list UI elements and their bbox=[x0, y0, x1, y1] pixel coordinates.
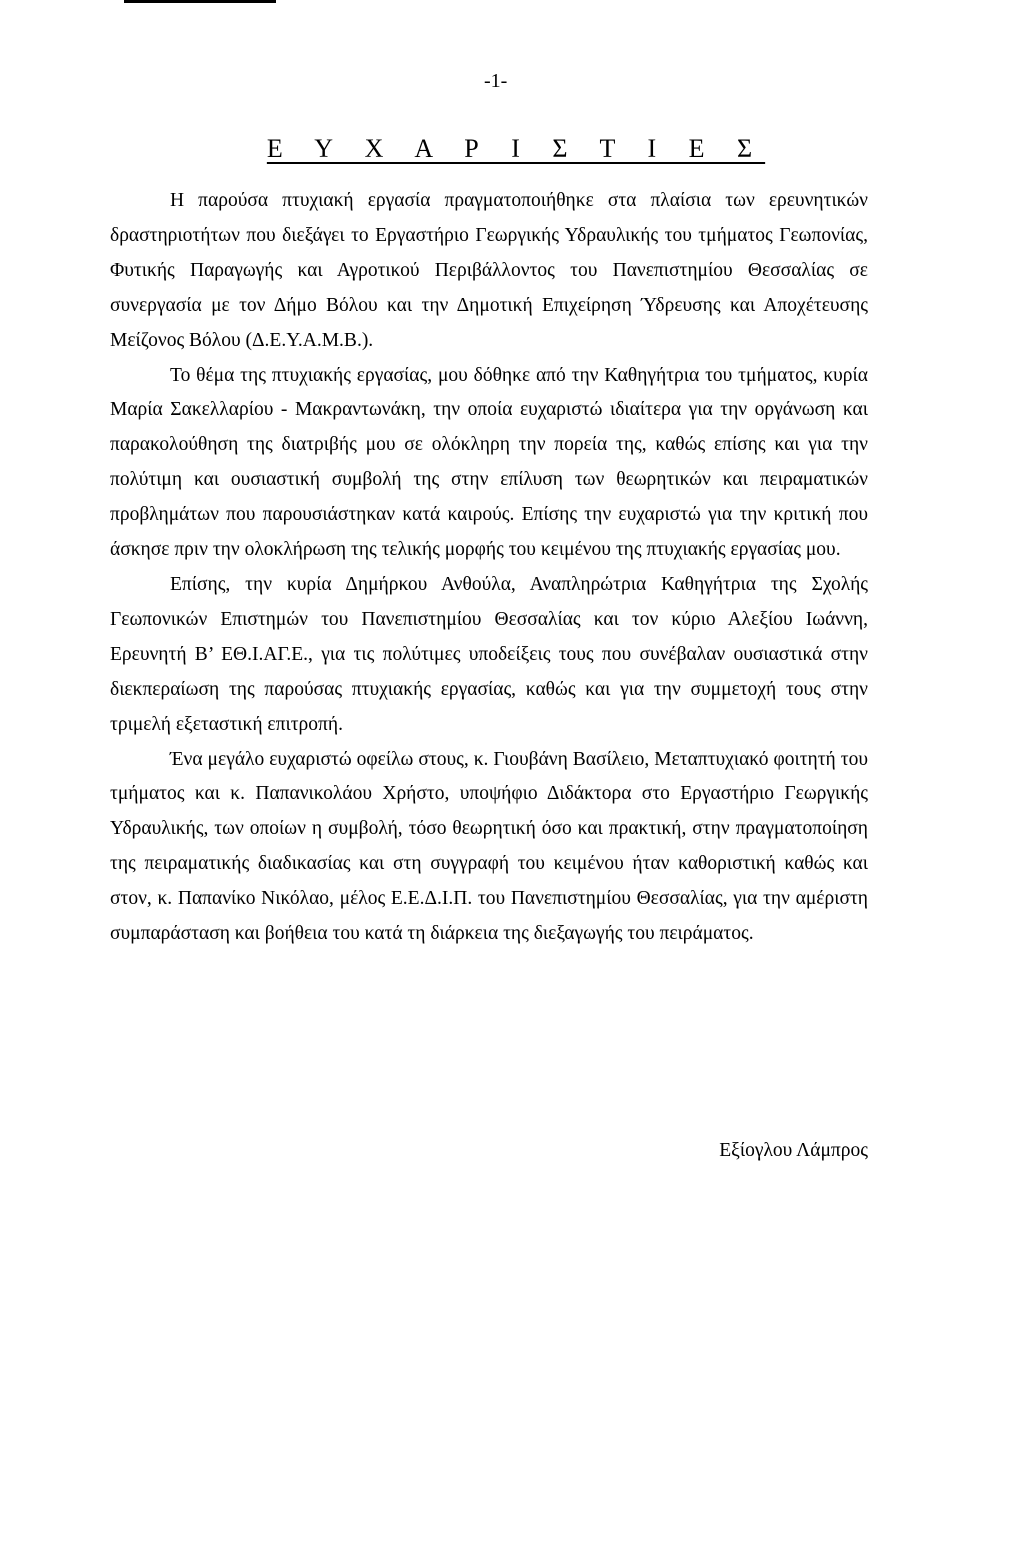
paragraph-4: Ένα μεγάλο ευχαριστώ οφείλω στους, κ. Γιουβάνη Βασίλειο, Μεταπτυχιακό φοιτητή του τμήματος και κ. Παπανικολάου Χρήστο, υποψήφιο Διδάκτορα στο Εργαστήριο Γεωργικής Υδραυλικής, των οποίων η συμβολή, τόσο θεωρητική όσο και πρακτική, στην πραγματοποίηση της πειραματικής διαδικασίας και στη συγγραφή του κειμένου ήταν καθοριστική καθώς και στον, κ. Παπανίκο Νικόλαο, μέλος Ε.Ε.Δ.Ι.Π. του Πανεπιστημίου Θεσσαλίας, για την αμέριστη συμπαράσταση και βοήθεια του κατά τη διάρκεια της διεξαγωγής του πειράματος. bbox=[110, 748, 868, 945]
page-title: Ε Υ Χ Α Ρ Ι Σ Τ Ι Ε Σ bbox=[266, 134, 766, 163]
signature: Εξίογλου Λάμπρος bbox=[719, 1140, 868, 1161]
top-rule bbox=[124, 0, 276, 3]
paragraph-3: Επίσης, την κυρία Δημήρκου Ανθούλα, Αναπληρώτρια Καθηγήτρια της Σχολής Γεωπονικών Επιστημών του Πανεπιστημίου Θεσσαλίας και τον κύριο Αλεξίου Ιωάννη, Ερευνητή Β’ ΕΘ.Ι.ΑΓ.Ε., για τις πολύτιμες υποδείξεις τους που συνέβαλαν ουσιαστικά στην διεκπεραίωση της παρούσας πτυχιακής εργασίας, καθώς και για την συμμετοχή τους στην τριμελή εξεταστική επιτροπή. bbox=[110, 573, 868, 735]
paragraph-2: Το θέμα της πτυχιακής εργασίας, μου δόθηκε από την Καθηγήτρια του τμήματος, κυρία Μαρία Σακελλαρίου - Μακραντωνάκη, την οποία ευχαριστώ ιδιαίτερα για την οργάνωση και παρακολούθηση της διατριβής μου σε ολόκληρη την πορεία της, καθώς επίσης και για την πολύτιμη και ουσιαστική συμβολή της στην επίλυση των θεωρητικών και πειραματικών προβλημάτων που παρουσιάστηκαν κατά καιρούς. Επίσης την ευχαριστώ για την κριτική που άσκησε πριν την ολοκλήρωση της τελικής μορφής του κειμένου της πτυχιακής εργασίας μου. bbox=[110, 364, 868, 561]
paragraph-1: Η παρούσα πτυχιακή εργασία πραγματοποιήθηκε στα πλαίσια των ερευνητικών δραστηριοτήτων που διεξάγει το Εργαστήριο Γεωργικής Υδραυλικής του τμήματος Γεωπονίας, Φυτικής Παραγωγής και Αγροτικού Περιβάλλοντος του Πανεπιστημίου Θεσσαλίας σε συνεργασία με τον Δήμο Βόλου και την Δημοτική Επιχείρηση Ύδρευσης και Αποχέτευσης Μείζονος Βόλου (Δ.Ε.Υ.Α.Μ.Β.). bbox=[110, 190, 868, 351]
page-number: -1- bbox=[484, 70, 508, 92]
document-body bbox=[110, 184, 868, 952]
